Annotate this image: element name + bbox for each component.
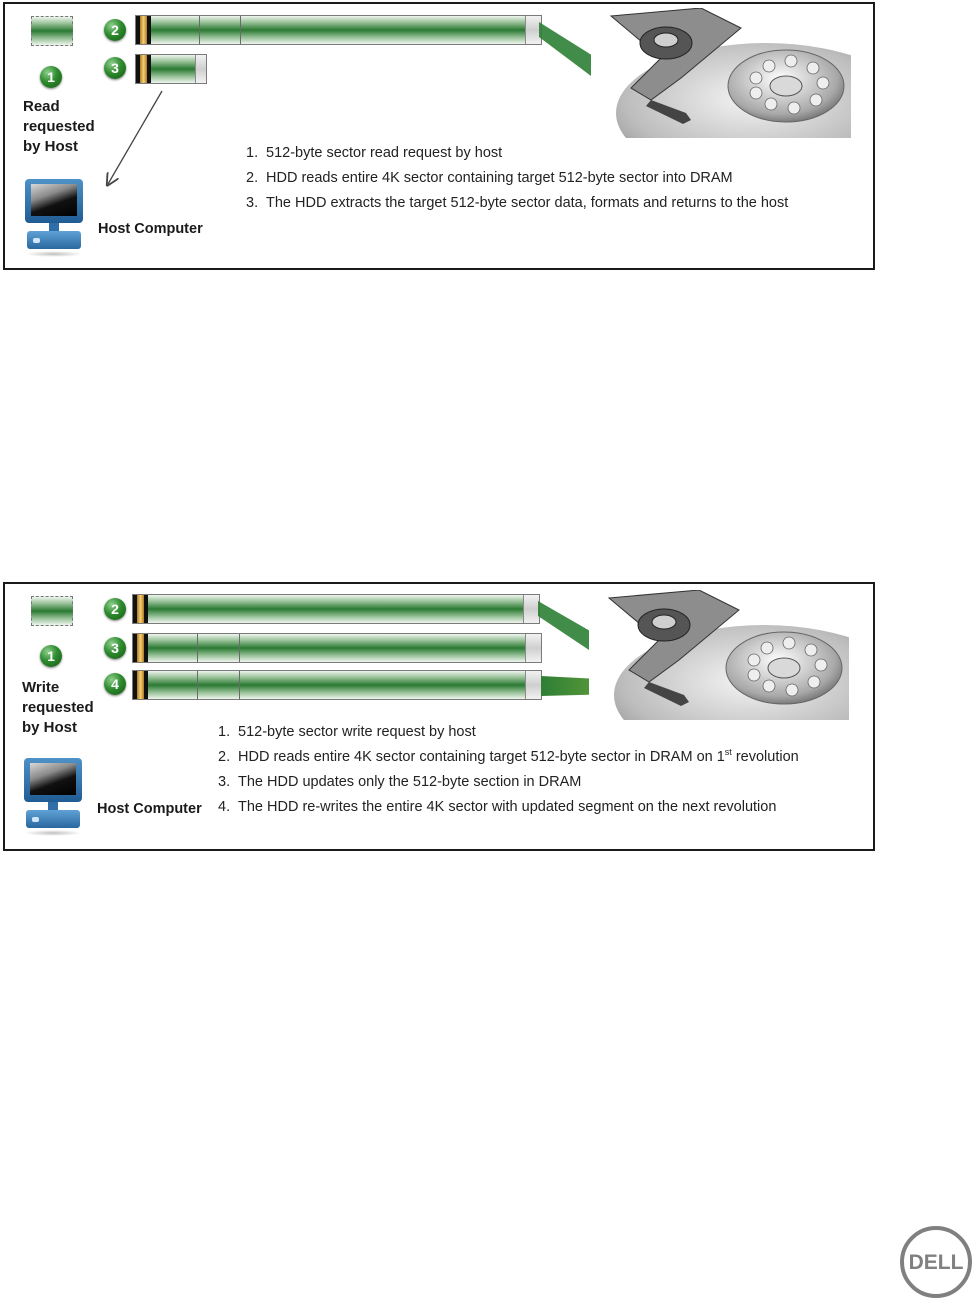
step-3-badge: 3 <box>104 637 126 659</box>
host-computer-label: Host Computer <box>97 801 202 817</box>
step-text: The HDD extracts the target 512-byte sector data, formats and returns to the host <box>266 195 789 211</box>
step-3-badge: 3 <box>104 57 126 79</box>
step-text: HDD reads entire 4K sector containing target 512-byte sector in DRAM on 1 <box>238 749 725 765</box>
hard-drive-image <box>589 590 849 720</box>
step-number: 1. <box>246 145 259 161</box>
step-number: 1. <box>218 724 231 740</box>
step-item <box>218 795 799 820</box>
step-1-badge: 1 <box>40 645 62 667</box>
step-number: 2. <box>218 749 231 765</box>
host-computer-icon <box>24 758 82 836</box>
step-text: 512-byte sector read request by host <box>266 145 503 161</box>
side-label-line: requested <box>23 118 95 135</box>
side-label-line: requested <box>22 699 94 716</box>
step-item <box>218 770 799 795</box>
step-text: 512-byte sector write request by host <box>238 724 476 740</box>
read-diagram-panel <box>3 2 875 270</box>
return-to-host-arrow <box>108 91 162 184</box>
write-diagram-panel <box>3 582 875 851</box>
write-steps-list <box>218 720 799 820</box>
read-steps-list <box>246 141 788 216</box>
hard-drive-image <box>591 8 851 138</box>
step-number: 3. <box>218 774 231 790</box>
step-item <box>246 141 788 166</box>
side-label-line: by Host <box>23 138 79 155</box>
step-text: The HDD re-writes the entire 4K sector with updated segment on the next revolution <box>238 799 777 815</box>
side-label-line: Write <box>22 679 60 696</box>
side-label-line: by Host <box>22 719 78 736</box>
step-item <box>218 745 799 770</box>
step-4-badge: 4 <box>104 673 126 695</box>
step-item <box>246 191 788 216</box>
step-text-tail: revolution <box>731 749 799 765</box>
dell-logo-text: DELL <box>908 1251 964 1274</box>
step-2-badge: 2 <box>104 19 126 41</box>
step-number: 2. <box>246 170 259 186</box>
side-label-line: Read <box>23 98 60 115</box>
step-item <box>246 166 788 191</box>
dell-logo <box>898 1224 973 1300</box>
step-number: 4. <box>218 799 231 815</box>
ordinal-suffix: st <box>724 747 732 758</box>
host-computer-label: Host Computer <box>98 221 203 237</box>
step-text: The HDD updates only the 512-byte section in DRAM <box>238 774 582 790</box>
step-number: 3. <box>246 195 259 211</box>
step-item <box>218 720 799 745</box>
step-2-badge: 2 <box>104 598 126 620</box>
step-1-badge: 1 <box>40 66 62 88</box>
host-computer-icon <box>25 179 83 257</box>
step-text: HDD reads entire 4K sector containing target 512-byte sector into DRAM <box>266 170 733 186</box>
